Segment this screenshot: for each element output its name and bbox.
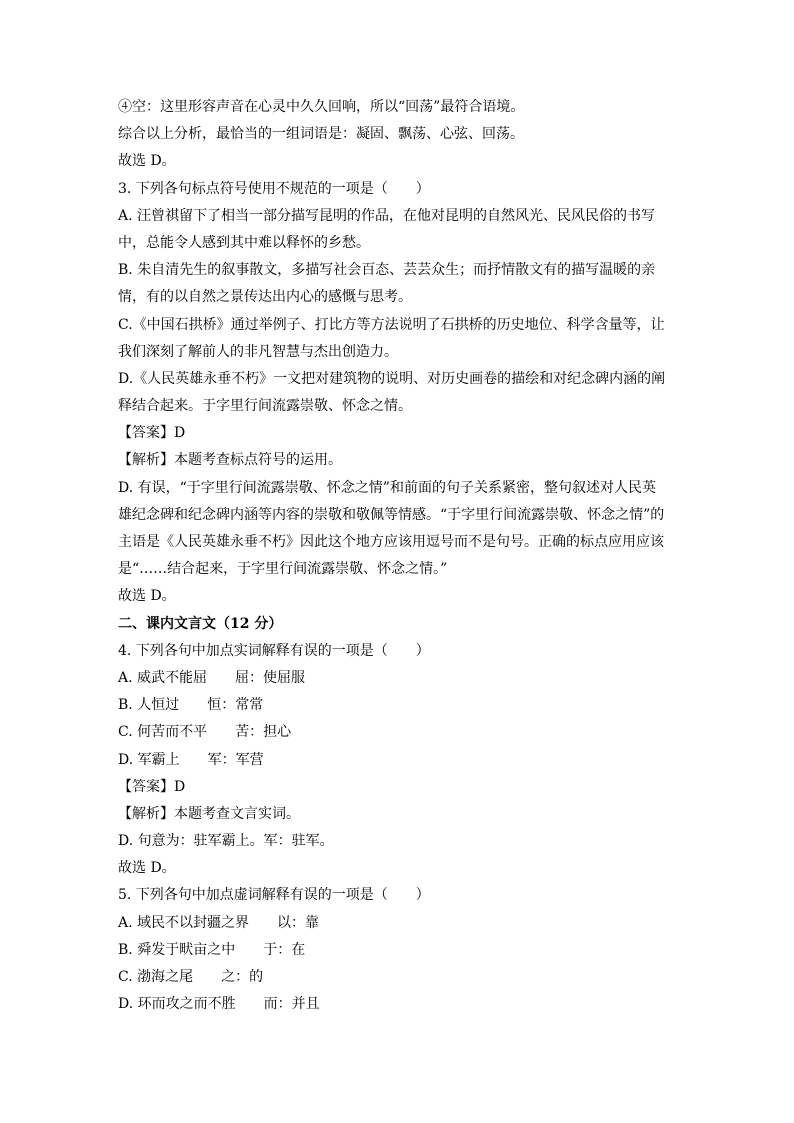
option-b-line-1: B. 朱自清先生的叙事散文，多描写社会百态、芸芸众生；而抒情散文有的描写温暖的亲 bbox=[118, 262, 656, 279]
answer-line: 【答案】D bbox=[118, 778, 186, 795]
analysis-line: 【解析】本题考查标点符号的运用。 bbox=[118, 452, 342, 469]
option-b: B. 人恒过 恒：常常 bbox=[118, 697, 264, 714]
conclusion-line: 故选 D。 bbox=[118, 588, 176, 605]
analysis-text: 雄纪念碑和纪念碑内涵等内容的崇敬和敬佩等情感。“于字里行间流露崇敬、怀念之情”的 bbox=[118, 506, 665, 523]
option-c: C. 何苦而不平 苦：担心 bbox=[118, 724, 292, 741]
option-a: A. 域民不以封疆之界 以：靠 bbox=[118, 914, 320, 931]
text-line: 故选 D。 bbox=[118, 153, 176, 170]
analysis-text: D. 句意为：驻军霸上。军：驻军。 bbox=[118, 833, 334, 850]
analysis-text: 主语是《人民英雄永垂不朽》因此这个地方应该用逗号而不是句号。正确的标点应用应该 bbox=[118, 534, 664, 550]
answer-line: 【答案】D bbox=[118, 425, 186, 442]
question-4-stem: 4. 下列各句中加点实词解释有误的一项是（ ） bbox=[118, 642, 430, 659]
question-3-stem: 3. 下列各句标点符号使用不规范的一项是（ ） bbox=[118, 180, 430, 197]
option-c-line-1: C.《中国石拱桥》通过举例子、打比方等方法说明了石拱桥的历史地位、科学含量等，让 bbox=[118, 316, 665, 333]
option-a-line-1: A. 汪曾祺留下了相当一部分描写昆明的作品，在他对昆明的自然风光、民风民俗的书写 bbox=[118, 207, 656, 224]
option-d-line-1: D.《人民英雄永垂不朽》一文把对建筑物的说明、对历史画卷的描绘和对纪念碑内涵的阐 bbox=[118, 370, 666, 387]
analysis-line: 【解析】本题考查文言实词。 bbox=[118, 805, 300, 822]
question-5-stem: 5. 下列各句中加点虚词解释有误的一项是（ ） bbox=[118, 887, 430, 904]
option-d: D. 环而攻之而不胜 而：并且 bbox=[118, 996, 320, 1013]
option-c: C. 渤海之尾 之：的 bbox=[118, 969, 264, 985]
text-line: ④空：这里形容声音在心灵中久久回响，所以“回荡”最符合语境。 bbox=[118, 99, 525, 115]
section-heading: 二、课内文言文（12 分） bbox=[118, 615, 283, 632]
option-b: B. 舜发于畎亩之中 于：在 bbox=[118, 941, 306, 958]
text-line: 综合以上分析，最恰当的一组词语是：凝固、飘荡、心弦、回荡。 bbox=[118, 126, 524, 143]
option-a-line-2: 中，总能令人感到其中难以释怀的乡愁。 bbox=[118, 234, 370, 251]
analysis-text: 是“……结合起来，于字里行间流露崇敬、怀念之情。” bbox=[118, 561, 448, 578]
document-body bbox=[118, 94, 678, 1018]
option-d: D. 军霸上 军：军营 bbox=[118, 751, 264, 768]
option-c-line-2: 我们深刻了解前人的非凡智慧与杰出创造力。 bbox=[118, 343, 398, 360]
analysis-text: D. 有误，“于字里行间流露崇敬、怀念之情”和前面的句子关系紧密，整句叙述对人民英 bbox=[118, 479, 656, 496]
conclusion-line: 故选 D。 bbox=[118, 860, 176, 877]
option-b-line-2: 情，有的以自然之景传达出内心的感慨与思考。 bbox=[118, 289, 412, 306]
option-d-line-2: 释结合起来。于字里行间流露崇敬、怀念之情。 bbox=[118, 398, 412, 415]
option-a: A. 威武不能屈 屈：使屈服 bbox=[118, 669, 306, 686]
